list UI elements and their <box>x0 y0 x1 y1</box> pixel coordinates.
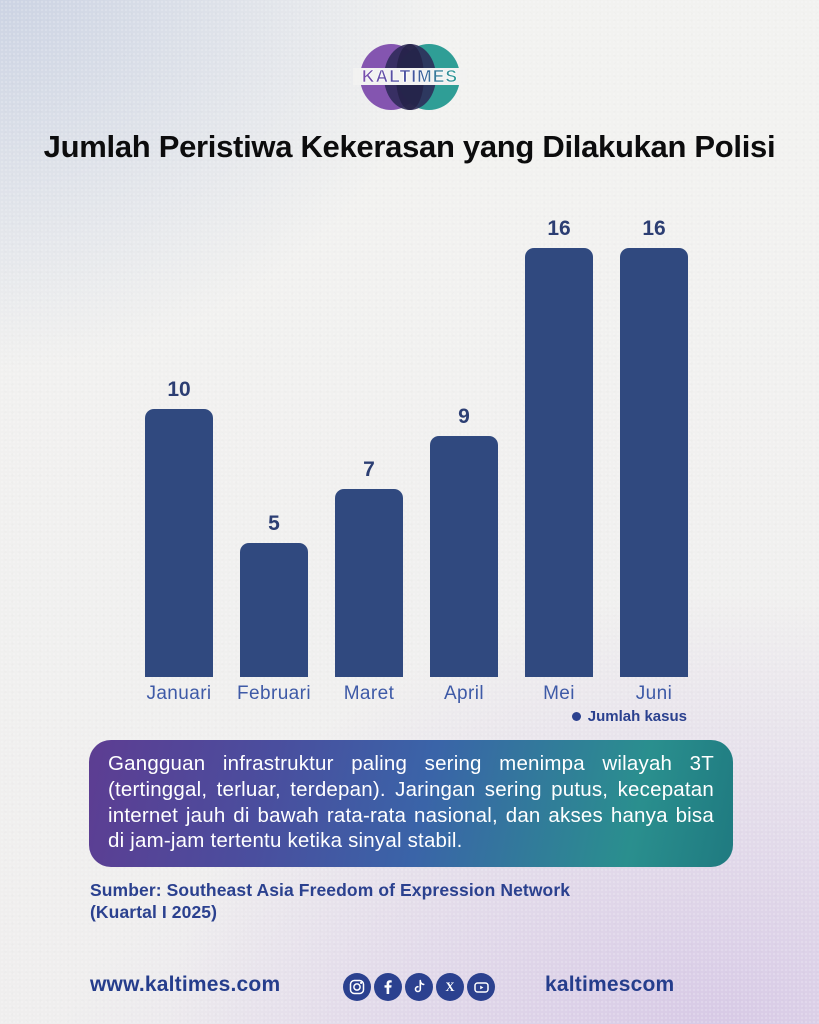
bar-chart <box>145 210 688 677</box>
bar-value-label: 16 <box>642 217 666 241</box>
bar-value-label: 16 <box>547 217 571 241</box>
bar <box>430 436 498 677</box>
month-label: Maret <box>343 683 395 704</box>
x-icon <box>436 973 464 1001</box>
source-note <box>90 879 710 924</box>
facebook-icon <box>374 973 402 1001</box>
kaltimes-logo <box>0 36 819 118</box>
chart-legend <box>572 708 687 725</box>
bar-column-januari <box>145 210 213 677</box>
bar <box>525 248 593 677</box>
legend-label: Jumlah kasus <box>587 708 687 725</box>
bar-value-label: 9 <box>458 404 470 428</box>
instagram-icon <box>343 973 371 1001</box>
footer-handle: kaltimescom <box>545 973 675 996</box>
month-label: Februari <box>237 683 311 704</box>
bar <box>145 409 213 677</box>
callout-text: Gangguan infrastruktur paling sering menimpa wilayah 3T (tertinggal, terluar, terdepan). Jaringan sering putus, kecepatan internet jauh di bawah rata-rata nasional, dan akses hanya bisa di jam-jam tertentu ketika sinyal stabil. <box>108 752 714 853</box>
bar-value-label: 7 <box>363 458 375 482</box>
bar-value-label: 10 <box>167 378 191 401</box>
source-line-2: (Kuartal I 2025) <box>90 902 218 923</box>
bar-column-april <box>430 210 498 677</box>
bar-column-maret <box>335 210 403 677</box>
month-labels <box>145 683 688 705</box>
bar <box>620 248 688 677</box>
month-label: Januari <box>146 683 212 704</box>
bar-column-juni <box>620 210 688 677</box>
callout-box <box>89 740 733 867</box>
logo-text: KALTIMES <box>361 66 458 86</box>
legend-dot-icon <box>572 712 581 721</box>
bar-column-mei <box>525 210 593 677</box>
footer-website: www.kaltimes.com <box>90 973 281 996</box>
month-label: April <box>443 683 484 704</box>
globe-logo-icon <box>351 36 469 118</box>
bar-column-februari <box>240 210 308 677</box>
tiktok-icon <box>405 973 433 1001</box>
bar <box>240 543 308 677</box>
bar-value-label: 5 <box>268 512 280 535</box>
source-line-1: Sumber: Southeast Asia Freedom of Expression Network <box>90 880 571 900</box>
youtube-icon <box>467 973 495 1001</box>
month-label: Mei <box>543 683 575 704</box>
month-label: Juni <box>635 683 673 704</box>
page-title: Jumlah Peristiwa Kekerasan yang Dilakukan Polisi <box>43 129 776 164</box>
svg-text:X: X <box>445 980 455 995</box>
bar <box>335 489 403 677</box>
social-icons <box>343 973 495 1001</box>
